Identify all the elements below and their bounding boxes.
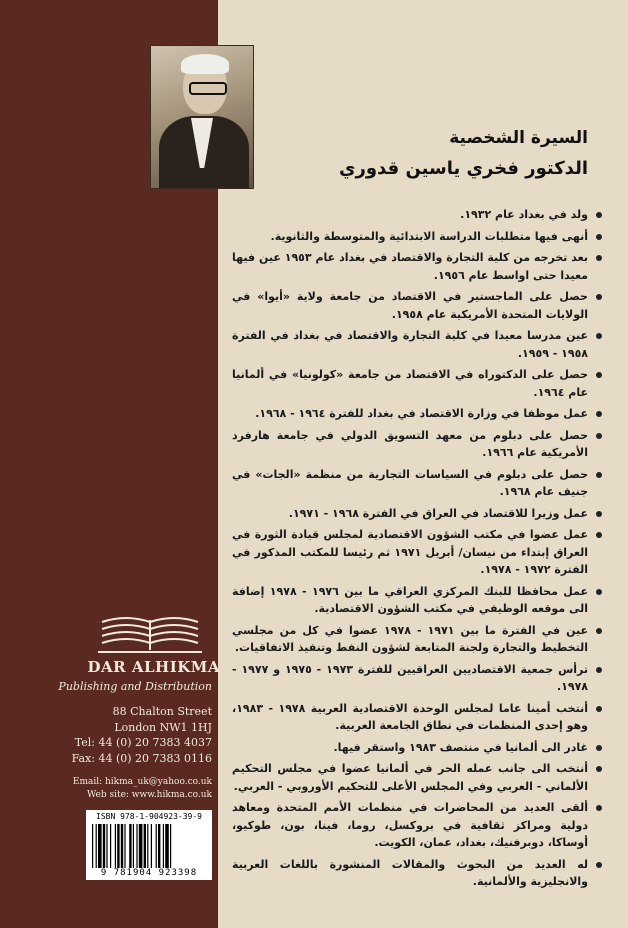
bio-item: عمل موظفا في وزارة الاقتصاد في بغداد للفترة ١٩٦٤ - ١٩٦٨. [232, 405, 602, 423]
barcode-bar [170, 824, 171, 868]
barcode-bar [139, 824, 143, 868]
barcode [86, 810, 212, 880]
bio-item: حصل على الدكتوراه في الاقتصاد من جامعة «كولونيا» في ألمانيا عام ١٩٦٤. [232, 366, 602, 401]
barcode-bar [110, 824, 111, 868]
page-title: السيرة الشخصية [449, 128, 588, 148]
barcode-bar [144, 824, 146, 868]
barcode-bar [156, 824, 157, 868]
bullet-icon [596, 667, 602, 673]
bullet-icon [596, 706, 602, 712]
bullet-icon [596, 532, 602, 538]
bullet-icon [596, 511, 602, 517]
bullet-icon [596, 628, 602, 634]
bio-item: غادر الى ألمانيا في منتصف ١٩٨٣ واستقر فيها. [232, 739, 602, 757]
bullet-icon [596, 805, 602, 811]
bio-item: ألقى العديد من المحاضرات في منظمات الأمم المتحدة ومعاهد دولية ومراكز ثقافية في بروكسل، روما، فينا، بون، طوكيو، أوساكا، دوبرفنيك، بغداد، عمان، الكويت. [232, 799, 602, 852]
fax-line: Fax: 44 (0) 20 7383 0116 [71, 751, 212, 765]
bullet-icon [596, 333, 602, 339]
bullet-icon [596, 411, 602, 417]
barcode-bar [151, 824, 152, 868]
barcode-bar [121, 824, 123, 868]
bullet-icon [596, 589, 602, 595]
bullet-icon [596, 472, 602, 478]
barcode-bar [115, 824, 116, 868]
bio-item: بعد تخرجه من كلية التجارة والاقتصاد في بغداد عام ١٩٥٣ عين فيها معيدا حتى اواسط عام ١٩٥٦. [232, 249, 602, 284]
author-name: الدكتور فخري ياسين قدوري [338, 158, 588, 179]
barcode-bar [96, 824, 97, 868]
barcode-bar [92, 824, 93, 868]
bio-item: عمل عضوا في مكتب الشؤون الاقتصادية لمجلس قيادة الثورة في العراق إبتداء من نيسان/ أبريل ١٩٧١ ثم رئيسا للمكتب المذكور في الفترة ١٩٧٢ - ١٩٧٨. [232, 526, 602, 579]
bullet-icon [596, 234, 602, 240]
bio-item: حصل على دبلوم في السياسات التجارية من منظمة «الجات» في جنيف عام ١٩٦٨. [232, 466, 602, 501]
publisher-subtitle: Publishing and Distribution [58, 680, 212, 693]
barcode-bar [163, 824, 164, 868]
bio-item: عين مدرسا معيدا في كلية التجارة والاقتصاد في بغداد في الفترة ١٩٥٨ - ١٩٥٩. [232, 327, 602, 362]
barcode-bars-icon [92, 824, 206, 868]
bio-list [232, 206, 602, 895]
barcode-bar [117, 824, 119, 868]
bio-item: ولد في بغداد عام ١٩٣٢. [232, 206, 602, 224]
bio-item: أنتخب أمينا عاما لمجلس الوحدة الاقتصادية العربية ١٩٧٨ - ١٩٨٣، وهو إحدى المنظمات في نطاق الجامعة العربية. [232, 700, 602, 735]
publisher-name: DAR ALHIKMA [87, 658, 220, 676]
bullet-icon [596, 372, 602, 378]
email-line: Email: hikma_uk@yahoo.co.uk [72, 777, 212, 787]
barcode-bar [147, 824, 148, 868]
bullet-icon [596, 766, 602, 772]
barcode-bar [158, 824, 160, 868]
bio-item: له العديد من البحوث والمقالات المنشورة باللغات العربية والانجليزية والألمانية. [232, 856, 602, 891]
phone-line: Tel: 44 (0) 20 7383 4037 [74, 736, 212, 749]
barcode-bar [165, 824, 169, 868]
publisher-address [40, 704, 212, 766]
bio-item: عمل محافظا للبنك المركزي العراقي ما بين ١٩٧٦ - ١٩٧٨ إضافة الى موقعه الوظيفي في مكتب الشؤون الاقتصادية. [232, 583, 602, 618]
bullet-icon [596, 862, 602, 868]
bio-item: عمل وزيرا للاقتصاد في العراق في الفترة ١٩٦٨ - ١٩٧١. [232, 505, 602, 523]
bio-item: حصل على الماجستير في الاقتصاد من جامعة ولاية «أيوا» في الولايات المتحدة الأمريكية عام ١٩٥٨. [232, 288, 602, 323]
barcode-bar [106, 824, 107, 868]
barcode-bar [133, 824, 134, 868]
barcode-bar [124, 824, 125, 868]
publisher-logo-icon [88, 608, 212, 658]
bio-item: ترأس جمعية الاقتصاديين العراقيين للفترة ١٩٧٣ - ١٩٧٥ و ١٩٧٧ - ١٩٧٨. [232, 661, 602, 696]
bio-item: أنهى فيها متطلبات الدراسة الابتدائية والمتوسطة والثانوية. [232, 228, 602, 246]
bio-item: حصل على دبلوم من معهد التسويق الدولي في جامعة هارفرد الأمريكية عام ١٩٦٦. [232, 427, 602, 462]
bullet-icon [596, 212, 602, 218]
bio-item: عين في الفترة ما بين ١٩٧١ - ١٩٧٨ عضوا في كل من مجلسي التخطيط والتجارة ولجنة المتابعة لشؤون النفط وتنفيذ الاتفاقيات. [232, 622, 602, 657]
barcode-digits: 9 781904 923398 [100, 868, 198, 878]
bullet-icon [596, 745, 602, 751]
website-line: Web site: www.hikma.co.uk [86, 789, 212, 800]
bullet-icon [596, 294, 602, 300]
bullet-icon [596, 255, 602, 261]
barcode-bar [103, 824, 105, 868]
bio-item: أنتخب الى جانب عمله الحر في ألمانيا عضوا في مجلس التحكيم الألماني - العربي وفي المجلس الأعلى للتحكيم الأوروبي - العربي. [232, 760, 602, 795]
barcode-bar [98, 824, 102, 868]
barcode-bar [136, 824, 137, 868]
isbn-label: ISBN 978-1-904923-39-9 [96, 812, 202, 821]
address-line: 88 Chalton Street [112, 705, 212, 718]
bullet-icon [596, 433, 602, 439]
barcode-bar [129, 824, 131, 868]
publisher-contact [40, 776, 212, 801]
author-photo [150, 45, 254, 189]
address-line: London NW1 1HJ [114, 720, 212, 734]
